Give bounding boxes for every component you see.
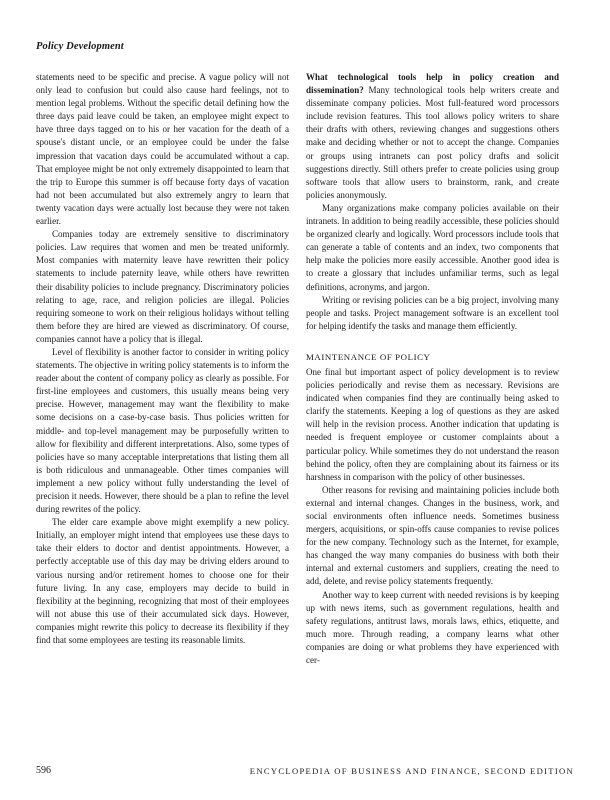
body-paragraph: Level of flexibility is another factor to consider in writing policy statements. The objective in writing policy statements is to inform the reader about the content of company policy as clearly as possible. For first-line employees and customers, this usually means being very precise. However, management may want the flexibility to make some decisions on a case-by-case basis. Thus policies written for middle- and top-level management may be purposefully written to allow for flexibility and different interpretations. Also, some types of policies have so many acceptable interpretations that listing them all is both ridiculous and unmanageable. Other times companies will implement a new policy without fully understanding the level of precision it needs. However, there should be a plan to refine the level during rewrites of the policy.	[36, 346, 289, 515]
body-paragraph: Many organizations make company policies available on their intranets. In addition to being readily accessible, these policies should be organized clearly and logically. Word processors include tools that can generate a table of contents and an index, two components that help make the policies more easily accessible. Another good idea is to create a glossary that includes unfamiliar terms, such as legal definitions, acronyms, and jargon.	[306, 202, 559, 292]
body-paragraph: Another way to keep current with needed revisions is by keeping up with news items, such as government regulations, health and safety regulations, antitrust laws, morals laws, ethics, etiquette, and much more. Through reading, a company learns what other companies are doing or what problems they have experienced with cer-	[306, 589, 559, 666]
running-head-title: Policy Development	[36, 41, 124, 52]
section-heading: MAINTENANCE OF POLICY	[306, 351, 431, 362]
body-paragraph: The elder care example above might exemplify a new policy. Initially, an employer might intend that employees use these days to take their elders to doctor and dentist appointments. However, a perfectly acceptable use of this day may be driving elders around to various nursing and/or retirement homes to choose one for their future living. In any case, employers may decide to build in flexibility at the beginning, recognizing that most of their employees will not abuse this use of their accumulated sick days. However, companies might rewrite this policy to decrease its flexibility if they find that some employees are testing its reasonable limits.	[36, 517, 289, 646]
body-paragraph: statements need to be specific and precise. A vague policy will not only lead to confusion but could also cause hard feelings, not to mention legal problems. Without the specific detail defining how the three days paid leave could be taken, an employee might expect to have three days tagged on to his or her vacation for the death of a spouse's distant uncle, or an employee could be under the false impression that vacation days could be accumulated without a cap. That employee might be not only extremely disappointed to learn that the trip to Europe this summer is off because forty days of vacation had not been accumulated but also extremely angry to learn that twenty vacation days were actually lost because they were not taken earlier.	[36, 72, 289, 227]
page-number: 596	[36, 765, 51, 776]
question-heading: What technological tools help in policy creation and dissemination?	[306, 72, 559, 96]
question-answer: Many technological tools help writers create and disseminate company policies. Most full-featured word processors include revision features. This tool allows policy writers to share their drafts with others, reviewing changes and suggestions others make and deciding whether or not to accept the change. Companies or groups using intranets can post policy drafts and solicit suggestions directly. Still others prefer to create policies using group software tools that allow users to brainstorm, rank, and create policies anonymously.	[306, 85, 559, 200]
body-paragraph: Writing or revising policies can be a big project, involving many people and tasks. Project management software is an excellent tool for helping identify the tasks and manage them efficiently.	[306, 294, 559, 331]
body-paragraph: One final but important aspect of policy development is to review policies periodically and revise them as necessary. Revisions are indicated when companies find they are continually being asked to clarify the statements. Keeping a log of questions as they are asked will help in the revision process. Another indication that updating is needed is frequent employee or customer complaints about a particular policy. While sometimes they do not understand the reason behind the policy, often they are complaining about its fairness or its harshness in comparison with the policy of other businesses.	[306, 366, 559, 482]
question-paragraph	[306, 71, 559, 202]
right-column	[306, 71, 559, 667]
left-column	[36, 71, 289, 647]
footer-book-title: ENCYCLOPEDIA OF BUSINESS AND FINANCE, SECOND EDITION	[249, 766, 574, 776]
body-paragraph: Other reasons for revising and maintaining policies include both external and internal changes. Changes in the business, work, and social environments often influence needs. Sometimes business mergers, acquisitions, or spin-offs cause companies to revise polices for the new company. Technology such as the Internet, for example, has changed the way many companies do business with both their internal and external customers and suppliers, creating the need to add, delete, and revise policy statements frequently.	[306, 484, 559, 587]
body-paragraph: Companies today are extremely sensitive to discriminatory policies. Law requires that women and men be treated uniformly. Most companies with maternity leave have rewritten their policy statements to include paternity leave, while others have rewritten their disability policies to include pregnancy. Discriminatory policies relating to age, race, and religion policies are illegal. Policies requiring someone to work on their religious holidays without telling them before they are hired are viewed as discriminatory. Of course, companies cannot have a policy that is illegal.	[36, 229, 289, 344]
